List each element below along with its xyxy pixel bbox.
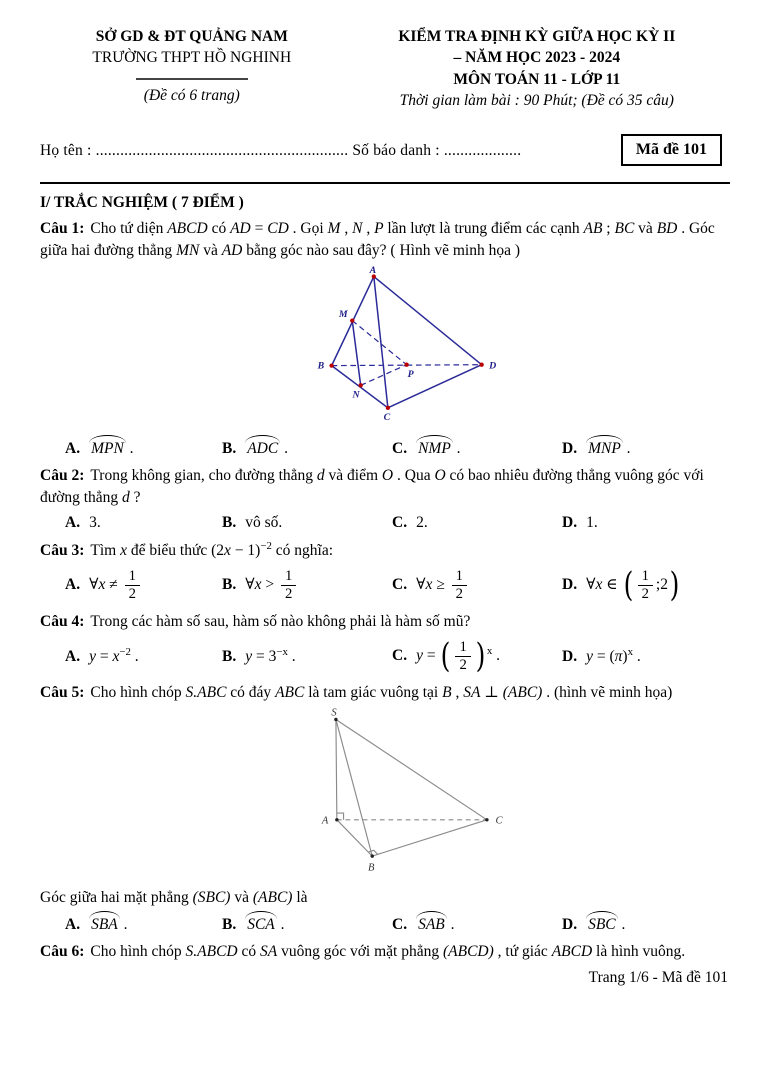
question-5-answers <box>40 912 730 936</box>
duration-note: Thời gian làm bài : 90 Phút; (Đề có 35 câu) <box>399 92 674 110</box>
exam-code-box: Mã đề 101 <box>621 134 722 167</box>
question-body: Trong các hàm số sau, hàm số nào không phải là hàm số mũ? <box>90 613 471 631</box>
question-1-text <box>40 218 730 262</box>
header-exam-block <box>344 26 730 112</box>
answer-text: 3. <box>89 514 101 532</box>
vertex-label-A: A <box>369 265 377 277</box>
vertex-label-S: S <box>331 708 337 719</box>
exam-header <box>40 26 730 112</box>
vertex-label-C: C <box>383 412 391 424</box>
question-body: Cho tứ diện ABCD có AD = CD . Gọi M , N , P lần lượt là trung điểm các cạnh AB ; BC và BD . Góc giữa hai đường thẳng MN và AD bằng góc nào sau đây? ( Hình vẽ minh họa ) <box>40 220 715 260</box>
answer-option-d <box>562 436 730 460</box>
name-dotted-blank: .............................................................. <box>95 141 349 159</box>
answer-text: ∀x > $\frac{1}{2}$ <box>245 576 299 593</box>
answer-letter: C. <box>392 440 408 458</box>
candidate-number-label: Số báo danh : <box>348 141 444 159</box>
question-label: Câu 5: <box>40 684 85 702</box>
answer-option-a <box>65 436 222 460</box>
answer-option-a <box>65 568 222 603</box>
answer-option-d <box>562 912 730 936</box>
page-footer: Trang 1/6 - Mã đề 101 <box>588 969 728 987</box>
student-info-row <box>40 134 730 167</box>
question-2-answers <box>40 512 730 534</box>
answer-option-a <box>65 912 222 936</box>
vertex-label-A: A <box>321 815 329 827</box>
answer-text: ∀x ≠ $\frac{1}{2}$ <box>89 576 143 593</box>
question-5-text <box>40 682 730 704</box>
answer-option-d <box>562 512 730 534</box>
question-label: Câu 2: <box>40 467 85 485</box>
answer-option-d <box>562 645 730 668</box>
vertex-label-C: C <box>495 815 503 827</box>
question-1-answers <box>40 436 730 460</box>
answer-letter: A. <box>65 648 81 666</box>
figure-pyramid-sabc <box>286 708 730 887</box>
answer-option-b <box>222 568 392 603</box>
question-label: Câu 3: <box>40 542 85 560</box>
answer-letter: D. <box>562 648 578 666</box>
school-year: – NĂM HỌC 2023 - 2024 <box>453 49 621 67</box>
answer-option-d <box>562 565 730 605</box>
question-4 <box>40 611 730 674</box>
answer-text: SBA . <box>89 916 127 933</box>
answer-text: y = ( $\frac{1}{2}$ ) $^x$ . <box>416 636 500 676</box>
question-label: Câu 6: <box>40 943 85 961</box>
answer-letter: A. <box>65 440 81 458</box>
answer-option-c <box>392 512 562 534</box>
question-3-answers <box>40 565 730 605</box>
answer-letter: C. <box>392 514 408 532</box>
question-body: Trong không gian, cho đường thẳng d và điểm O . Qua O có bao nhiêu đường thẳng vuông góc với đường thẳng d ? <box>40 467 704 507</box>
answer-text: $y = 3^{-x}$ . <box>245 646 296 666</box>
question-body: Cho hình chóp S.ABC có đáy ABC là tam giác vuông tại B , SA ⊥ (ABC) . (hình vẽ minh họa) <box>90 684 673 702</box>
question-1 <box>40 218 730 460</box>
answer-letter: B. <box>222 576 237 594</box>
answer-text: ∀x ≥ $\frac{1}{2}$ <box>416 576 470 593</box>
answer-text: SAB . <box>416 916 454 933</box>
answer-text: $y = x^{-2}$ . <box>89 646 139 666</box>
answer-letter: D. <box>562 576 578 594</box>
candidate-number-dotted-blank: ................... <box>443 141 522 159</box>
section-title: I/ TRẮC NGHIỆM ( 7 ĐIỂM ) <box>40 194 244 212</box>
answer-text: $y = (\pi)^x$ . <box>586 646 641 666</box>
pyramid-drawing <box>286 708 554 880</box>
answer-text: MNP . <box>586 440 630 457</box>
question-body: Cho hình chóp S.ABCD có SA vuông góc với mặt phẳng (ABCD) , tứ giác ABCD là hình vuông. <box>90 943 686 961</box>
answer-option-c <box>392 436 562 460</box>
answer-letter: C. <box>392 647 408 665</box>
vertex-label-B: B <box>368 862 375 874</box>
answer-text: SCA . <box>245 916 284 933</box>
answer-text: SBC . <box>586 916 625 933</box>
question-5-subtext <box>40 887 730 909</box>
question-body: Tìm x để biểu thức $(2x - 1)^{-2}$ có nghĩa: <box>90 540 334 560</box>
question-6-text <box>40 941 730 963</box>
answer-option-b <box>222 912 392 936</box>
vertex-label-D: D <box>489 360 497 372</box>
question-body-2: Góc giữa hai mặt phẳng (SBC) và (ABC) là <box>40 889 308 907</box>
page-count-note: (Đề có 6 trang) <box>143 86 240 104</box>
answer-text: vô số. <box>245 514 283 532</box>
question-3-text <box>40 539 730 562</box>
answer-text: ∀x ∈ ( $\frac{1}{2}$ ;2) <box>586 565 680 605</box>
vertex-label-M: M <box>338 309 348 321</box>
answer-letter: A. <box>65 514 81 532</box>
answer-letter: D. <box>562 440 578 458</box>
question-2-text <box>40 465 730 509</box>
header-school-block <box>40 26 344 112</box>
subject-grade: MÔN TOÁN 11 - LỚP 11 <box>453 70 621 88</box>
answer-text: NMP . <box>416 440 460 457</box>
name-label: Họ tên : <box>40 141 96 159</box>
answer-text: 2. <box>416 514 428 532</box>
answer-option-c <box>392 568 562 603</box>
answer-option-b <box>222 436 392 460</box>
department-name: SỞ GD & ĐT QUẢNG NAM <box>95 28 288 45</box>
answer-option-c <box>392 912 562 936</box>
question-6 <box>40 941 730 963</box>
vertex-label-N: N <box>352 389 360 401</box>
question-4-text <box>40 611 730 633</box>
answer-option-a <box>65 645 222 668</box>
answer-text: 1. <box>586 514 598 532</box>
answer-letter: B. <box>222 514 237 532</box>
answer-letter: D. <box>562 514 578 532</box>
exam-title: KIỂM TRA ĐỊNH KỲ GIỮA HỌC KỲ II <box>398 28 676 45</box>
tetrahedron-drawing <box>296 264 521 426</box>
answer-option-c <box>392 636 562 676</box>
answer-option-a <box>65 512 222 534</box>
answer-letter: A. <box>65 916 81 934</box>
vertex-label-B: B <box>317 360 325 372</box>
name-and-id-line <box>40 134 521 162</box>
answer-option-b <box>222 645 392 668</box>
answer-letter: D. <box>562 916 578 934</box>
answer-letter: C. <box>392 916 408 934</box>
question-2 <box>40 465 730 534</box>
header-divider-line <box>136 78 248 80</box>
section-separator <box>40 182 730 184</box>
answer-text: ADC . <box>245 440 288 457</box>
vertex-label-P: P <box>407 369 414 381</box>
answer-letter: A. <box>65 576 81 594</box>
question-5 <box>40 682 730 936</box>
question-label: Câu 4: <box>40 613 85 631</box>
answer-letter: C. <box>392 576 408 594</box>
question-label: Câu 1: <box>40 220 85 238</box>
figure-tetrahedron-abcd <box>296 264 730 433</box>
answer-text: MPN . <box>89 440 133 457</box>
question-4-answers <box>40 636 730 676</box>
answer-letter: B. <box>222 440 237 458</box>
answer-letter: B. <box>222 648 237 666</box>
school-name: TRƯỜNG THPT HỒ NGHINH <box>92 49 292 67</box>
answer-option-b <box>222 512 392 534</box>
answer-letter: B. <box>222 916 237 934</box>
question-3 <box>40 539 730 603</box>
